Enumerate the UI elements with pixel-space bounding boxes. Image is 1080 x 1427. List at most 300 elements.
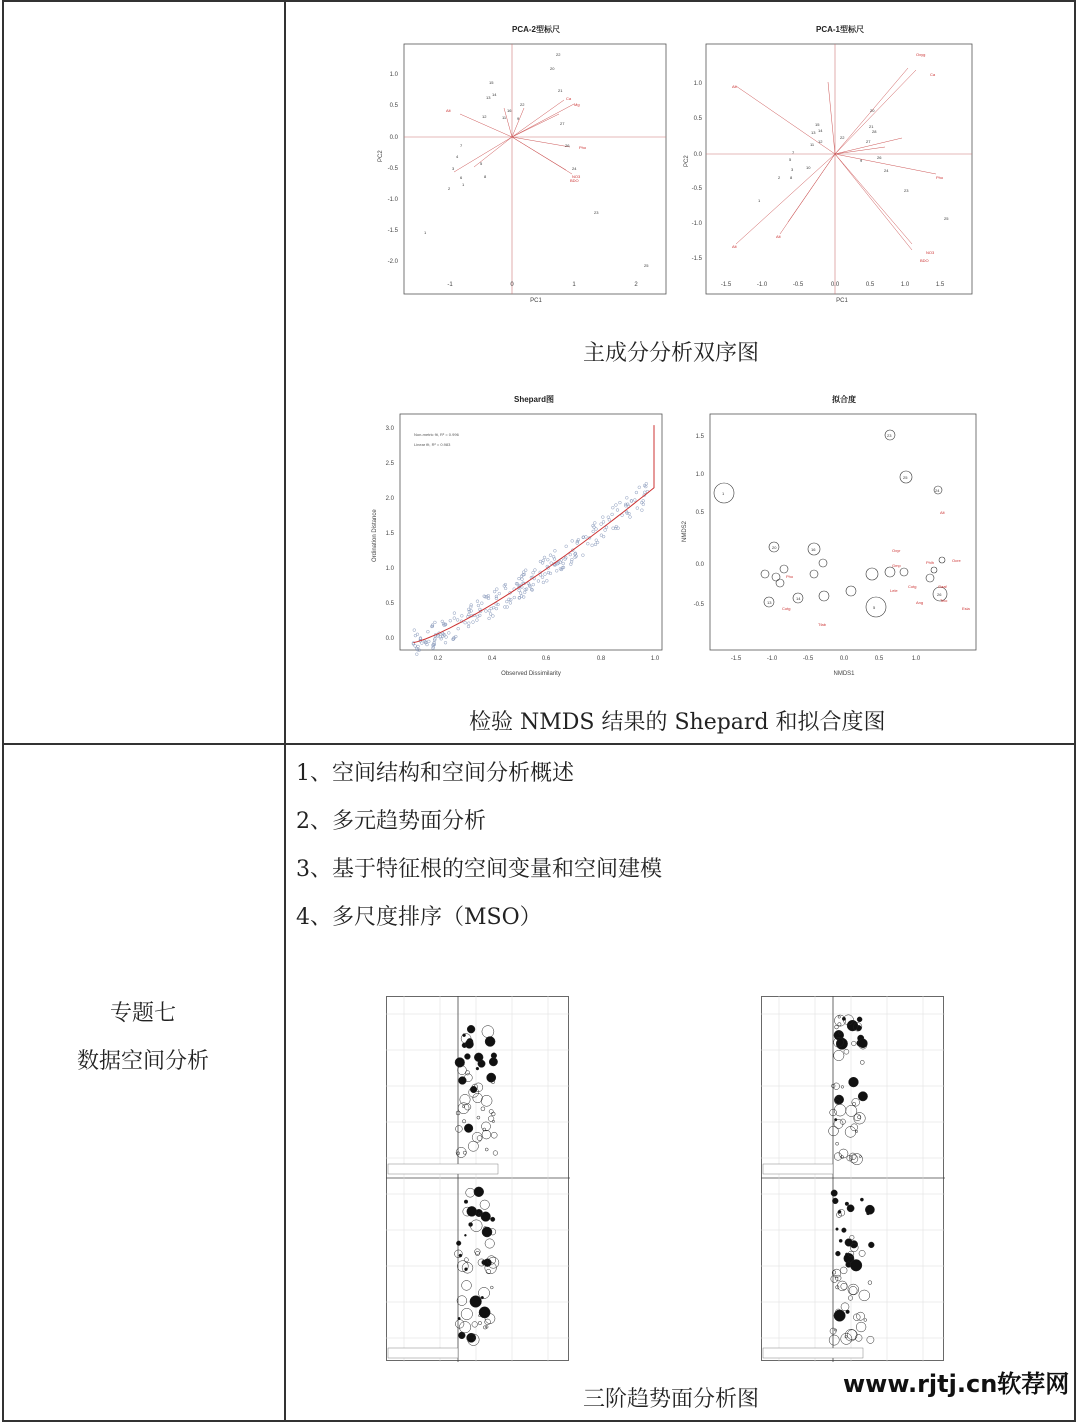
svg-text:20: 20	[772, 545, 777, 550]
trend-point	[849, 1077, 859, 1087]
shepard-point	[636, 507, 639, 510]
trend-point	[836, 1228, 839, 1231]
shepard-point	[493, 590, 496, 593]
svg-text:14: 14	[818, 128, 823, 133]
svg-text:10: 10	[806, 165, 811, 170]
trend-caption: 三阶趋势面分析图	[583, 1387, 760, 1412]
shepard-point	[513, 596, 516, 599]
trend-point	[858, 1092, 867, 1101]
shepard-point	[633, 499, 636, 502]
svg-text:Cotg: Cotg	[908, 584, 917, 589]
shepard-point	[453, 612, 456, 615]
shepard-point	[504, 587, 507, 590]
shepard-point	[444, 641, 447, 644]
svg-text:13: 13	[486, 95, 491, 100]
svg-text:2.5: 2.5	[385, 461, 394, 467]
trend-point	[476, 1067, 479, 1070]
svg-text:4: 4	[456, 154, 459, 159]
shepard-point	[611, 513, 614, 516]
trend-point	[845, 1202, 849, 1206]
trend-point	[479, 1307, 490, 1318]
shepard-point	[638, 486, 641, 489]
topic-number: 专题七	[109, 1001, 176, 1026]
svg-text:0.6: 0.6	[541, 656, 551, 662]
shepard-point	[477, 604, 480, 607]
svg-text:1.5: 1.5	[695, 434, 704, 440]
svg-text:-1.5: -1.5	[387, 228, 398, 234]
trend-point	[847, 1020, 858, 1031]
svg-text:Pho: Pho	[786, 574, 794, 579]
shepard-point	[574, 552, 577, 555]
shepard-point	[562, 562, 565, 565]
shepard-point	[456, 619, 459, 622]
svg-text:-2.0: -2.0	[387, 259, 398, 265]
shepard-point	[467, 625, 470, 628]
svg-text:1: 1	[758, 198, 761, 203]
shepard-legend-nonmetric: Non-metric fit, R² = 0.996	[414, 432, 459, 437]
fit-ylabel: NMDS2	[682, 520, 688, 542]
svg-text:5: 5	[480, 161, 483, 166]
shepard-point	[416, 633, 419, 636]
shepard-point	[445, 636, 448, 639]
svg-text:24: 24	[884, 168, 889, 173]
svg-text:-1.0: -1.0	[766, 656, 778, 662]
svg-text:12: 12	[818, 139, 823, 144]
svg-text:22: 22	[520, 102, 525, 107]
shepard-plot	[366, 392, 671, 682]
shepard-point	[467, 622, 470, 625]
svg-text:-0.5: -0.5	[802, 656, 814, 662]
svg-text:23: 23	[887, 433, 892, 438]
shepard-point	[592, 530, 595, 533]
shepard-point	[571, 540, 574, 543]
svg-text:1.5: 1.5	[385, 531, 394, 537]
pca1-title: PCA-1型标尺	[815, 25, 865, 34]
trend-point	[842, 1228, 847, 1233]
pca1-ylabel: PC2	[684, 155, 690, 167]
shepard-point	[497, 603, 500, 606]
svg-text:26: 26	[565, 143, 570, 148]
svg-text:1.0: 1.0	[695, 472, 704, 478]
svg-text:1.0: 1.0	[911, 656, 921, 662]
shepard-ylabel: Ordination Distance	[372, 509, 378, 562]
shepard-point	[457, 627, 460, 630]
svg-text:BDO: BDO	[570, 178, 579, 183]
trend-point	[860, 1198, 863, 1201]
svg-text:5: 5	[873, 605, 876, 610]
svg-text:Gmp: Gmp	[892, 563, 901, 568]
shepard-point	[470, 610, 473, 613]
shepard-point	[495, 595, 498, 598]
svg-text:23: 23	[594, 210, 599, 215]
svg-text:0.5: 0.5	[865, 282, 875, 288]
trend-point	[470, 1296, 482, 1308]
list-item: 4、多尺度排序（MSO）	[296, 905, 542, 930]
trend-point	[835, 1095, 844, 1104]
svg-text:NO3: NO3	[926, 250, 935, 255]
svg-text:-1: -1	[447, 282, 453, 288]
fit-xlabel: NMDS1	[833, 671, 855, 677]
svg-text:-0.5: -0.5	[693, 602, 704, 608]
shepard-point	[586, 542, 589, 545]
trend-point	[474, 1053, 483, 1062]
svg-text:1: 1	[462, 182, 465, 187]
svg-text:13: 13	[767, 600, 772, 605]
trend-point	[839, 1239, 842, 1242]
pca2-ylabel: PC2	[378, 150, 384, 162]
shepard-point	[524, 569, 527, 572]
shepard-xlabel: Observed Dissimilarity	[501, 671, 561, 677]
svg-text:0.0: 0.0	[839, 656, 849, 662]
shepard-point	[544, 573, 547, 576]
svg-text:2: 2	[448, 186, 451, 191]
trend-point	[857, 1017, 862, 1022]
shepard-point	[521, 578, 524, 581]
svg-text:9: 9	[860, 158, 863, 163]
svg-text:0.0: 0.0	[693, 152, 702, 158]
list-item: 1、空间结构和空间分析概述	[296, 761, 574, 786]
svg-text:0.0: 0.0	[385, 636, 394, 642]
svg-text:16: 16	[507, 108, 512, 113]
svg-text:0.0: 0.0	[389, 135, 398, 141]
svg-text:20: 20	[550, 66, 555, 71]
trend-point	[858, 1039, 867, 1048]
svg-text:25: 25	[903, 475, 908, 480]
shepard-point	[492, 606, 495, 609]
shepard-title: Shepard图	[513, 395, 555, 404]
shepard-point	[539, 560, 542, 563]
svg-text:0.0: 0.0	[830, 282, 840, 288]
svg-text:-0.5: -0.5	[691, 186, 702, 192]
svg-text:-1.0: -1.0	[756, 282, 768, 288]
svg-text:24: 24	[935, 488, 940, 493]
shepard-point	[495, 607, 498, 610]
svg-text:Tfab: Tfab	[818, 622, 827, 627]
trend-point	[470, 1086, 477, 1093]
svg-text:Lele: Lele	[890, 588, 898, 593]
shepard-point	[554, 549, 557, 552]
trend-point	[459, 1077, 467, 1085]
shepard-point	[498, 592, 501, 595]
shepard-point	[476, 619, 479, 622]
pca-caption: 主成分分析双序图	[583, 341, 760, 366]
svg-text:1.5: 1.5	[935, 282, 945, 288]
svg-text:16: 16	[811, 547, 816, 552]
trend-point	[474, 1187, 484, 1197]
svg-text:3: 3	[791, 167, 794, 172]
svg-text:7: 7	[460, 143, 463, 148]
svg-text:21: 21	[558, 88, 563, 93]
svg-text:26: 26	[937, 592, 942, 597]
svg-text:Mg: Mg	[574, 102, 580, 107]
shepard-point	[591, 544, 594, 547]
svg-text:1.0: 1.0	[389, 72, 398, 78]
trend-point	[845, 1239, 853, 1247]
svg-text:8: 8	[790, 175, 793, 180]
shepard-point	[600, 523, 603, 526]
svg-text:1.0: 1.0	[693, 81, 702, 87]
trend-point	[458, 1317, 460, 1319]
trend-point	[836, 1038, 847, 1049]
shepard-point	[645, 482, 648, 485]
shepard-point	[530, 588, 533, 591]
shepard-point	[427, 630, 430, 633]
shepard-point	[619, 501, 622, 504]
shepard-point	[615, 504, 618, 507]
svg-text:0.5: 0.5	[695, 510, 704, 516]
svg-text:0.5: 0.5	[389, 103, 398, 109]
shepard-point	[565, 545, 568, 548]
shepard-point	[426, 643, 429, 646]
svg-text:-1.0: -1.0	[387, 197, 398, 203]
pca2-biplot	[374, 22, 674, 307]
shepard-point	[518, 589, 521, 592]
shepard-point	[593, 522, 596, 525]
svg-text:2: 2	[634, 282, 638, 288]
shepard-point	[480, 602, 483, 605]
trend-point	[464, 1234, 466, 1236]
pca2-xlabel: PC1	[530, 298, 542, 304]
shepard-point	[595, 539, 598, 542]
svg-text:-1.5: -1.5	[730, 656, 742, 662]
svg-text:1: 1	[424, 230, 427, 235]
svg-text:3: 3	[452, 166, 455, 171]
shepard-point	[492, 615, 495, 618]
trend-point	[467, 1025, 475, 1033]
shepard-point	[519, 592, 522, 595]
svg-text:0.5: 0.5	[693, 116, 702, 122]
shepard-point	[447, 632, 450, 635]
svg-text:1.0: 1.0	[650, 656, 660, 662]
trend-point	[850, 1260, 862, 1272]
trend-point	[489, 1058, 497, 1066]
svg-text:12: 12	[482, 114, 487, 119]
shepard-point	[532, 583, 535, 586]
shepard-point	[509, 602, 512, 605]
svg-text:15: 15	[815, 122, 820, 127]
svg-text:24: 24	[572, 166, 577, 171]
shepard-point	[611, 506, 614, 509]
trend-surface-right	[761, 996, 945, 1362]
svg-text:7: 7	[792, 150, 795, 155]
shepard-point	[602, 521, 605, 524]
svg-text:-0.5: -0.5	[792, 282, 804, 288]
shepard-point	[625, 496, 628, 499]
shepard-point	[449, 619, 452, 622]
shepard-point	[532, 571, 535, 574]
svg-text:0.4: 0.4	[487, 656, 497, 662]
shepard-point	[518, 577, 521, 580]
fit-title: 拟合度	[832, 395, 856, 404]
shepard-point	[541, 576, 544, 579]
svg-text:14: 14	[492, 92, 497, 97]
svg-text:28: 28	[872, 129, 877, 134]
shepard-point	[469, 606, 472, 609]
trend-point	[834, 1310, 845, 1321]
svg-text:2.0: 2.0	[385, 496, 394, 502]
shepard-point	[508, 598, 511, 601]
trend-point	[474, 1337, 476, 1339]
shepard-point	[415, 653, 418, 656]
shepard-point	[488, 609, 491, 612]
shepard-point	[472, 621, 475, 624]
svg-text:0.2: 0.2	[433, 656, 443, 662]
svg-text:0.5: 0.5	[874, 656, 884, 662]
shepard-point	[604, 529, 607, 532]
shepard-point	[546, 558, 549, 561]
svg-text:25: 25	[944, 216, 949, 221]
trend-point	[847, 1205, 854, 1212]
trend-point	[464, 1200, 468, 1204]
shepard-point	[523, 591, 526, 594]
shepard-point	[470, 604, 473, 607]
trend-point	[491, 1217, 495, 1221]
svg-text:Ocre: Ocre	[952, 558, 961, 563]
shepard-point	[453, 617, 456, 620]
svg-text:Phlh: Phlh	[926, 560, 935, 565]
svg-text:22: 22	[556, 52, 561, 57]
trend-point	[465, 1040, 473, 1048]
shepard-point	[615, 525, 618, 528]
trend-point	[836, 1251, 841, 1256]
shepard-point	[600, 534, 603, 537]
trend-point	[865, 1205, 874, 1214]
trend-point	[456, 1241, 461, 1246]
list-item: 3、基于特征根的空间变量和空间建模	[296, 857, 662, 882]
svg-text:NO3: NO3	[572, 174, 581, 179]
svg-text:Alt: Alt	[940, 510, 945, 515]
shepard-point	[569, 553, 572, 556]
trend-point	[455, 1058, 465, 1068]
shepard-point	[635, 491, 638, 494]
pca1-xlabel: PC1	[836, 298, 848, 304]
svg-text:11: 11	[810, 142, 815, 147]
trend-point	[485, 1037, 495, 1047]
shepard-point	[476, 600, 479, 603]
shepard-point	[413, 629, 416, 632]
shepard-point	[414, 634, 417, 637]
list-item: 2、多元趋势面分析	[296, 809, 486, 834]
svg-text:-1.0: -1.0	[691, 221, 702, 227]
svg-text:Alt: Alt	[776, 234, 781, 239]
svg-text:20: 20	[870, 108, 875, 113]
shepard-point	[489, 613, 492, 616]
shepard-point	[628, 512, 631, 515]
svg-text:1.0: 1.0	[385, 566, 394, 572]
svg-text:1.0: 1.0	[900, 282, 910, 288]
svg-text:BDO: BDO	[920, 258, 929, 263]
shepard-point	[629, 516, 632, 519]
shepard-point	[607, 516, 610, 519]
trend-surface-left	[386, 996, 570, 1362]
trend-point	[834, 1118, 837, 1121]
pca1-biplot	[680, 22, 980, 307]
svg-text:1: 1	[722, 491, 725, 496]
svg-text:13: 13	[811, 130, 816, 135]
trend-point	[831, 1190, 837, 1196]
shepard-point	[555, 569, 558, 572]
svg-text:Teio: Teio	[940, 598, 948, 603]
trend-point	[465, 1054, 471, 1060]
svg-text:Ca: Ca	[930, 72, 936, 77]
trend-point	[838, 1031, 841, 1034]
trend-point	[482, 1227, 492, 1237]
svg-text:Oxyr: Oxyr	[892, 548, 901, 553]
svg-text:0.5: 0.5	[385, 601, 394, 607]
svg-text:0: 0	[510, 282, 514, 288]
column-divider	[284, 0, 286, 1422]
shepard-point	[460, 614, 463, 617]
svg-text:2: 2	[778, 175, 781, 180]
svg-text:0.8: 0.8	[596, 656, 606, 662]
svg-text:Alt: Alt	[446, 108, 451, 113]
shepard-point	[642, 503, 645, 506]
shepard-point	[582, 554, 585, 557]
shepard-point	[616, 509, 619, 512]
shepard-point	[601, 516, 604, 519]
shepard-point	[464, 621, 467, 624]
shepard-point	[488, 617, 491, 620]
svg-text:-1.5: -1.5	[720, 282, 732, 288]
svg-text:27: 27	[560, 121, 565, 126]
svg-text:22: 22	[840, 135, 845, 140]
svg-text:1: 1	[572, 282, 576, 288]
svg-text:21: 21	[869, 124, 874, 129]
shepard-point	[543, 556, 546, 559]
shepard-point	[641, 509, 644, 512]
svg-text:3.0: 3.0	[385, 426, 394, 432]
shepard-point	[485, 610, 488, 613]
svg-text:8: 8	[484, 174, 487, 179]
shepard-point	[542, 581, 545, 584]
trend-point	[868, 1242, 874, 1248]
shepard-point	[545, 579, 548, 582]
svg-text:14: 14	[796, 596, 801, 601]
shepard-point	[550, 562, 553, 565]
svg-text:Oxyg: Oxyg	[916, 52, 926, 57]
nmds-caption: 检验 NMDS 结果的 Shepard 和拟合度图	[469, 710, 886, 735]
svg-text:0.0: 0.0	[695, 562, 704, 568]
pca2-title: PCA-2型标尺	[511, 25, 561, 34]
shepard-point	[505, 600, 508, 603]
shepard-point	[534, 569, 537, 572]
svg-text:Alt: Alt	[732, 244, 737, 249]
svg-text:9: 9	[517, 116, 520, 121]
shepard-point	[434, 621, 437, 624]
svg-text:Pho: Pho	[579, 145, 587, 150]
trend-point	[467, 1206, 477, 1216]
svg-text:Esia: Esia	[962, 606, 970, 611]
svg-text:11: 11	[502, 115, 507, 120]
shepard-point	[495, 588, 498, 591]
svg-text:23: 23	[904, 188, 909, 193]
svg-text:Gaaf: Gaaf	[938, 584, 947, 589]
svg-text:6: 6	[460, 175, 463, 180]
svg-text:Ang: Ang	[916, 600, 924, 605]
svg-text:Cotg: Cotg	[782, 606, 791, 611]
nmds-fit-plot	[676, 392, 981, 682]
trend-point	[484, 1259, 492, 1267]
trend-point	[464, 1124, 473, 1133]
shepard-point	[537, 580, 540, 583]
svg-text:Ca: Ca	[566, 96, 572, 101]
shepard-point	[643, 491, 646, 494]
topic-title: 数据空间分析	[76, 1049, 209, 1074]
row-divider	[2, 743, 1076, 745]
svg-text:15: 15	[489, 80, 494, 85]
shepard-point	[427, 640, 430, 643]
watermark: www.rjtj.cn软荐网	[843, 1370, 1070, 1398]
